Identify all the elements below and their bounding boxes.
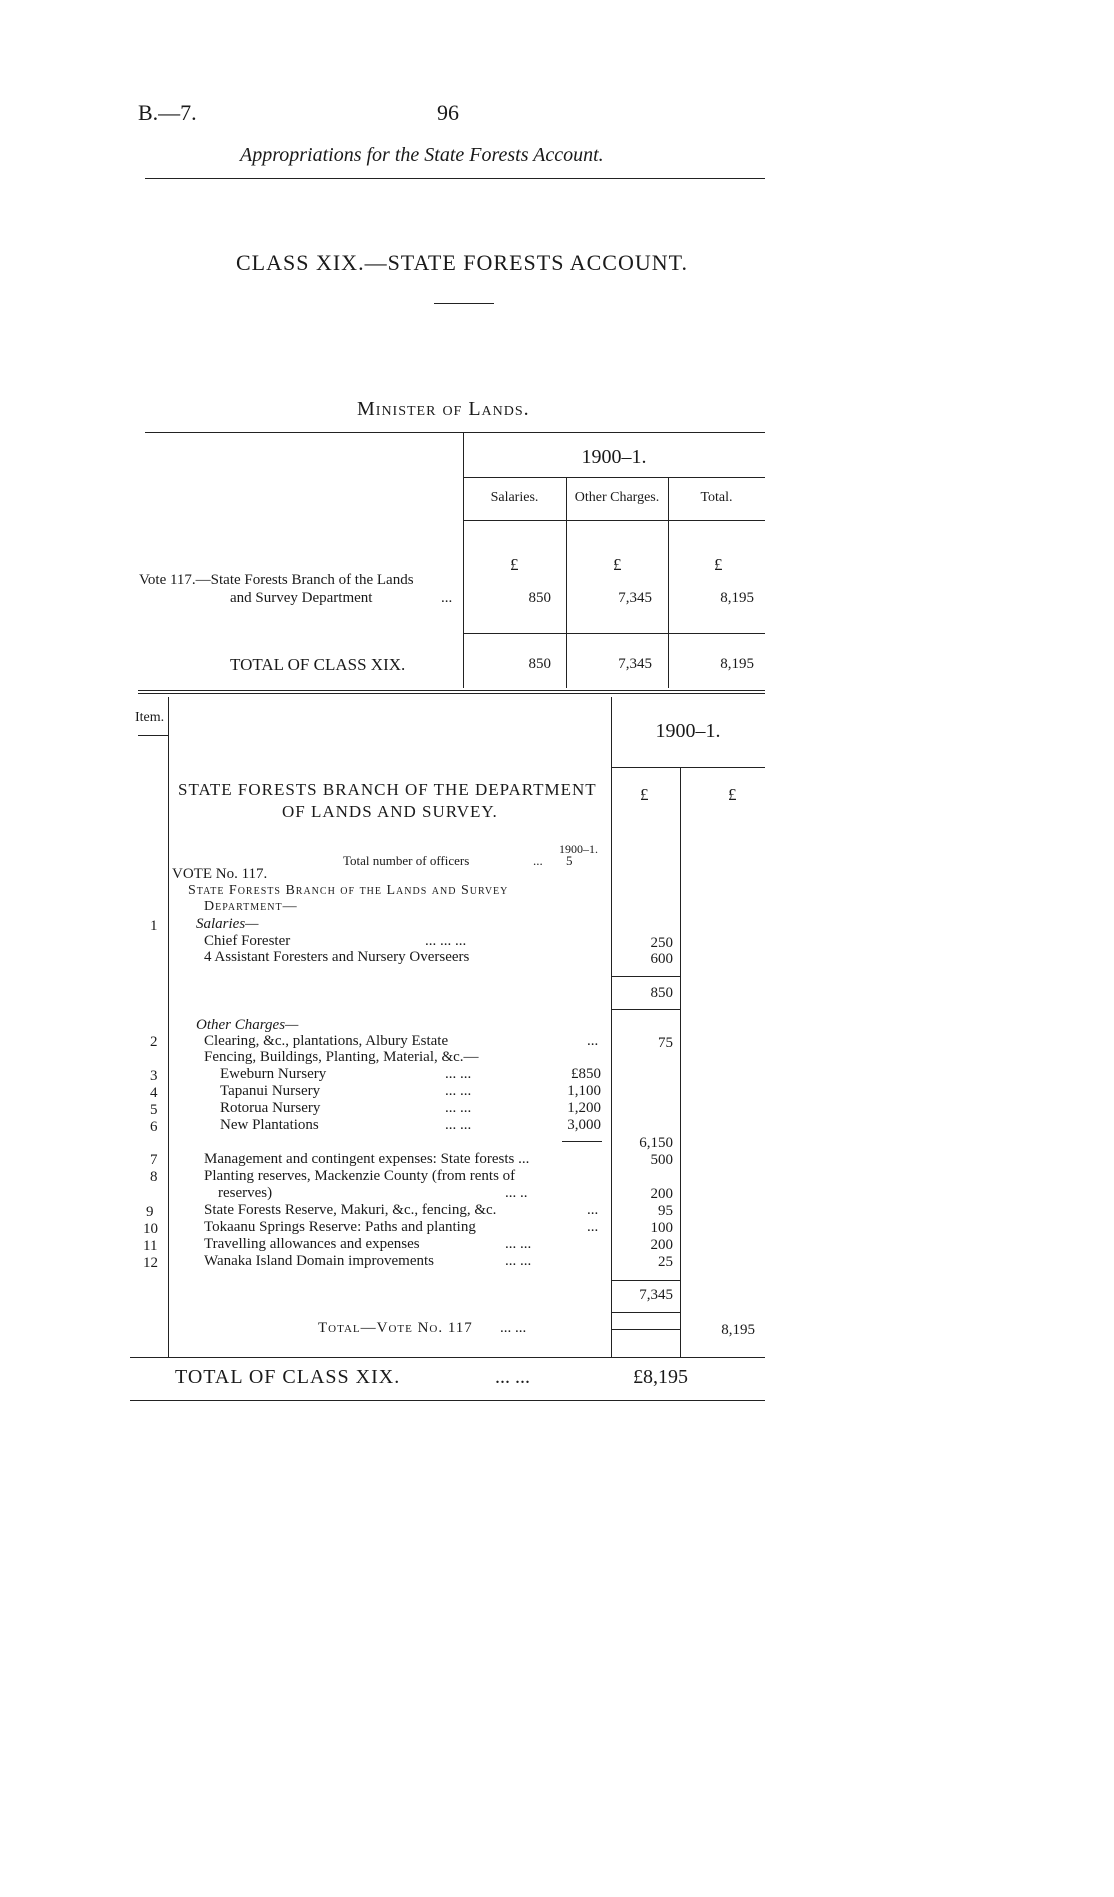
salaries-subtotal: 850 bbox=[650, 985, 673, 1001]
other-charges-heading: Other Charges— bbox=[196, 1017, 299, 1033]
running-title: Appropriations for the State Forests Account. bbox=[240, 144, 604, 166]
nursery-dots: ... ... bbox=[445, 1117, 472, 1133]
salary-dots: ... ... ... bbox=[425, 933, 467, 949]
other-subtotal-rule bbox=[611, 1280, 680, 1281]
item-number: 11 bbox=[143, 1238, 158, 1254]
class-total-dots: ... ... bbox=[495, 1366, 530, 1388]
summary-other: 7,345 bbox=[618, 590, 652, 606]
charge-label: State Forests Reserve, Makuri, &c., fencing, &c. bbox=[204, 1202, 497, 1218]
minister-heading: Minister of Lands. bbox=[357, 398, 530, 420]
charge-amount: 200 bbox=[650, 1237, 673, 1253]
footer-rule bbox=[130, 1400, 765, 1401]
charge-dots: ... ... bbox=[505, 1236, 532, 1252]
item-number: 2 bbox=[150, 1034, 158, 1050]
col-other-charges: Other Charges. bbox=[574, 490, 660, 505]
salary-label: Chief Forester bbox=[204, 933, 291, 949]
nursery-dots: ... ... bbox=[445, 1100, 472, 1116]
summary-salaries: 850 bbox=[528, 590, 551, 606]
nursery-amount: 1,100 bbox=[567, 1083, 601, 1099]
summary-total-other: 7,345 bbox=[618, 656, 652, 672]
charge-amount: 100 bbox=[650, 1220, 673, 1236]
summary-total-total: 8,195 bbox=[720, 656, 754, 672]
salary-amount: 250 bbox=[650, 935, 673, 951]
charge-amount: 95 bbox=[658, 1203, 673, 1219]
vote-total-amount: 8,195 bbox=[721, 1322, 755, 1338]
title-rule bbox=[434, 303, 494, 304]
vote-number: VOTE No. 117. bbox=[172, 866, 268, 882]
salaries-subtotal-rule bbox=[611, 976, 680, 977]
item-number: 12 bbox=[143, 1255, 158, 1271]
item-header: Item. bbox=[135, 710, 165, 725]
detail-year: 1900–1. bbox=[655, 720, 721, 742]
class-title: CLASS XIX.—STATE FORESTS ACCOUNT. bbox=[236, 250, 688, 275]
salary-label: 4 Assistant Foresters and Nursery Overseers bbox=[204, 949, 470, 965]
page-number: 96 bbox=[437, 100, 459, 125]
other-charges-subtotal: 7,345 bbox=[639, 1287, 673, 1303]
charge-dots: ... bbox=[587, 1219, 599, 1235]
vote-total-left-rule bbox=[611, 1329, 680, 1330]
summary-head-rule bbox=[463, 520, 765, 521]
fencing-subtotal: 6,150 bbox=[639, 1135, 673, 1151]
class-total-label: TOTAL OF CLASS XIX. bbox=[175, 1366, 401, 1388]
summary-divider bbox=[463, 433, 464, 688]
currency-other: £ bbox=[613, 555, 622, 574]
charge-dots: ... bbox=[587, 1033, 599, 1049]
summary-bottom-rule-2 bbox=[138, 693, 765, 694]
fencing-subtotal-rule bbox=[562, 1141, 602, 1142]
currency-salaries: £ bbox=[510, 555, 519, 574]
salary-amount: 600 bbox=[650, 951, 673, 967]
officers-year: 1900–1. bbox=[559, 842, 598, 856]
summary-vote-dots: ... bbox=[441, 590, 453, 606]
nursery-dots: ... ... bbox=[445, 1083, 472, 1099]
summary-vote-line2: and Survey Department bbox=[230, 590, 373, 606]
nursery-dots: ... ... bbox=[445, 1066, 472, 1082]
nursery-label: New Plantations bbox=[220, 1117, 319, 1133]
amount-inner-divider bbox=[680, 768, 681, 1357]
charge-amount: 75 bbox=[658, 1035, 673, 1051]
nursery-label: Tapanui Nursery bbox=[220, 1083, 321, 1099]
salaries-subtotal-bottom-rule bbox=[611, 1009, 680, 1010]
summary-top-rule bbox=[145, 432, 765, 433]
vote-title-line1: State Forests Branch of the Lands and Survey bbox=[188, 883, 509, 898]
nursery-label: Rotorua Nursery bbox=[220, 1100, 321, 1116]
officers-count: 5 bbox=[566, 853, 573, 868]
branch-heading-line1: STATE FORESTS BRANCH OF THE DEPARTMENT bbox=[178, 780, 597, 799]
report-reference: B.—7. bbox=[138, 100, 197, 125]
charge-amount: 500 bbox=[650, 1152, 673, 1168]
summary-vote-line1: Vote 117.—State Forests Branch of the Lands bbox=[139, 572, 414, 588]
officers-dots: ... bbox=[533, 853, 543, 868]
officers-label: Total number of officers bbox=[343, 853, 470, 868]
charge-dots: ... bbox=[587, 1202, 599, 1218]
nursery-amount: £850 bbox=[571, 1066, 601, 1082]
currency-total: £ bbox=[714, 555, 723, 574]
item-number: 9 bbox=[146, 1204, 154, 1220]
vote-total-label: Total—Vote No. 117 bbox=[318, 1320, 473, 1336]
charge-label-cont: reserves) bbox=[218, 1185, 273, 1201]
item-header-rule bbox=[138, 735, 168, 736]
branch-heading-line2: OF LANDS AND SURVEY. bbox=[282, 802, 498, 821]
item-number: 1 bbox=[150, 918, 158, 934]
item-number: 3 bbox=[150, 1068, 158, 1084]
summary-year: 1900–1. bbox=[581, 446, 647, 468]
charge-label: Travelling allowances and expenses bbox=[204, 1236, 420, 1252]
salaries-heading: Salaries— bbox=[196, 916, 259, 932]
detail-bottom-rule bbox=[130, 1357, 765, 1358]
vote-title-line2: Department— bbox=[204, 899, 298, 914]
item-number: 4 bbox=[150, 1085, 158, 1101]
header-rule bbox=[145, 178, 765, 179]
item-number: 10 bbox=[143, 1221, 158, 1237]
charge-label: Management and contingent expenses: State forests ... bbox=[204, 1151, 530, 1167]
class-total-amount: £8,195 bbox=[633, 1366, 688, 1388]
charge-amount: 25 bbox=[658, 1254, 673, 1270]
charge-amount: 200 bbox=[650, 1186, 673, 1202]
summary-total-rule bbox=[463, 633, 765, 634]
item-number: 5 bbox=[150, 1102, 158, 1118]
item-number: 8 bbox=[150, 1169, 158, 1185]
nursery-amount: 3,000 bbox=[567, 1117, 601, 1133]
charge-dots: ... .. bbox=[505, 1185, 528, 1201]
nursery-label: Eweburn Nursery bbox=[220, 1066, 327, 1082]
charge-dots: ... ... bbox=[505, 1253, 532, 1269]
charge-label: Planting reserves, Mackenzie County (from rents of bbox=[204, 1168, 516, 1184]
item-column-divider bbox=[168, 697, 169, 1357]
charge-label: Tokaanu Springs Reserve: Paths and planting bbox=[204, 1219, 476, 1235]
col-total: Total. bbox=[700, 490, 733, 505]
fencing-heading: Fencing, Buildings, Planting, Material, &c.— bbox=[204, 1049, 479, 1065]
detail-year-rule bbox=[611, 767, 765, 768]
detail-currency-right: £ bbox=[728, 785, 737, 804]
nursery-amount: 1,200 bbox=[567, 1100, 601, 1116]
other-subtotal-bottom-rule bbox=[611, 1312, 680, 1313]
col-salaries: Salaries. bbox=[490, 490, 539, 505]
charge-label: Clearing, &c., plantations, Albury Estate bbox=[204, 1033, 449, 1049]
detail-currency-left: £ bbox=[640, 785, 649, 804]
summary-bottom-rule-1 bbox=[138, 690, 765, 691]
summary-total: 8,195 bbox=[720, 590, 754, 606]
vote-total-dots: ... ... bbox=[500, 1320, 527, 1336]
charge-label: Wanaka Island Domain improvements bbox=[204, 1253, 434, 1269]
summary-total-salaries: 850 bbox=[528, 656, 551, 672]
summary-year-rule bbox=[463, 477, 765, 478]
summary-total-label: TOTAL OF CLASS XIX. bbox=[230, 655, 406, 674]
item-number: 6 bbox=[150, 1119, 158, 1135]
item-number: 7 bbox=[150, 1152, 158, 1168]
